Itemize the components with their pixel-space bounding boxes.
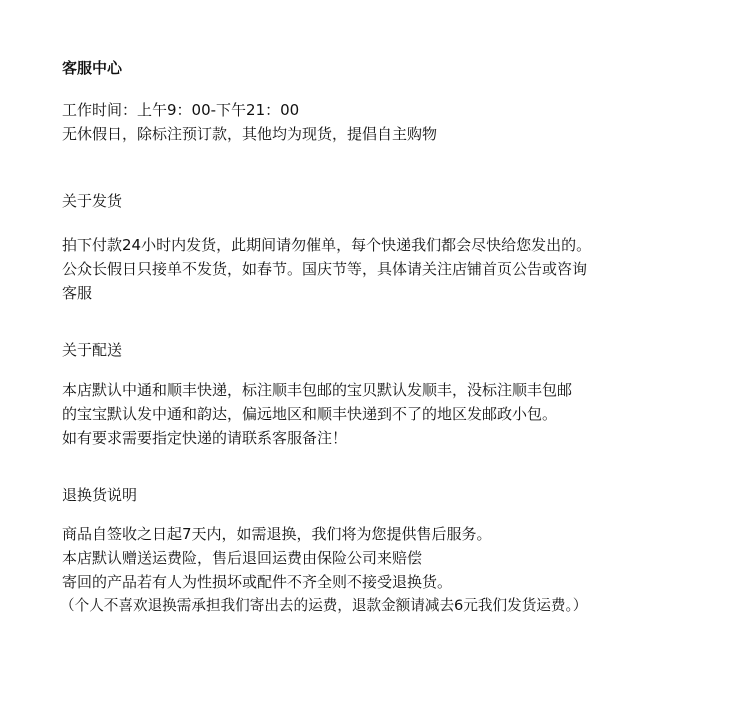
returns-line: 商品自签收之日起7天内，如需退换，我们将为您提供售后服务。	[62, 525, 492, 543]
returns-heading: 退换货说明	[62, 486, 138, 504]
shipping-heading: 关于发货	[62, 192, 123, 210]
shipping-line: 拍下付款24小时内发货，此期间请勿催单，每个快递我们都会尽快给您发出的。	[62, 236, 592, 254]
returns-line: 本店默认赠送运费险，售后退回运费由保险公司来赔偿	[62, 549, 423, 567]
service-hours-line: 工作时间：上午9：00-下午21：00	[62, 101, 300, 119]
returns-line: （个人不喜欢退换需承担我们寄出去的运费，退款金额请减去6元我们发货运费。）	[60, 597, 588, 614]
returns-line: 寄回的产品若有人为性损坏或配件不齐全则不接受退换货。	[62, 573, 453, 591]
service-hours-block	[62, 98, 437, 146]
shipping-block	[62, 233, 591, 305]
delivery-line: 的宝宝默认发中通和韵达，偏远地区和顺丰快递到不了的地区发邮政小包。	[62, 405, 558, 423]
returns-block	[62, 522, 587, 618]
stock-policy-line: 无休假日，除标注预订款，其他均为现货，提倡自主购物	[62, 125, 438, 143]
delivery-heading: 关于配送	[62, 341, 123, 359]
delivery-block	[62, 378, 572, 450]
shipping-line: 公众长假日只接单不发货，如春节。国庆节等，具体请关注店铺首页公告或咨询	[62, 260, 588, 278]
page-title: 客服中心	[62, 59, 123, 77]
delivery-line: 本店默认中通和顺丰快递，标注顺丰包邮的宝贝默认发顺丰，没标注顺丰包邮	[62, 381, 573, 399]
shipping-line: 客服	[62, 284, 93, 302]
delivery-line: 如有要求需要指定快递的请联系客服备注！	[62, 429, 348, 447]
